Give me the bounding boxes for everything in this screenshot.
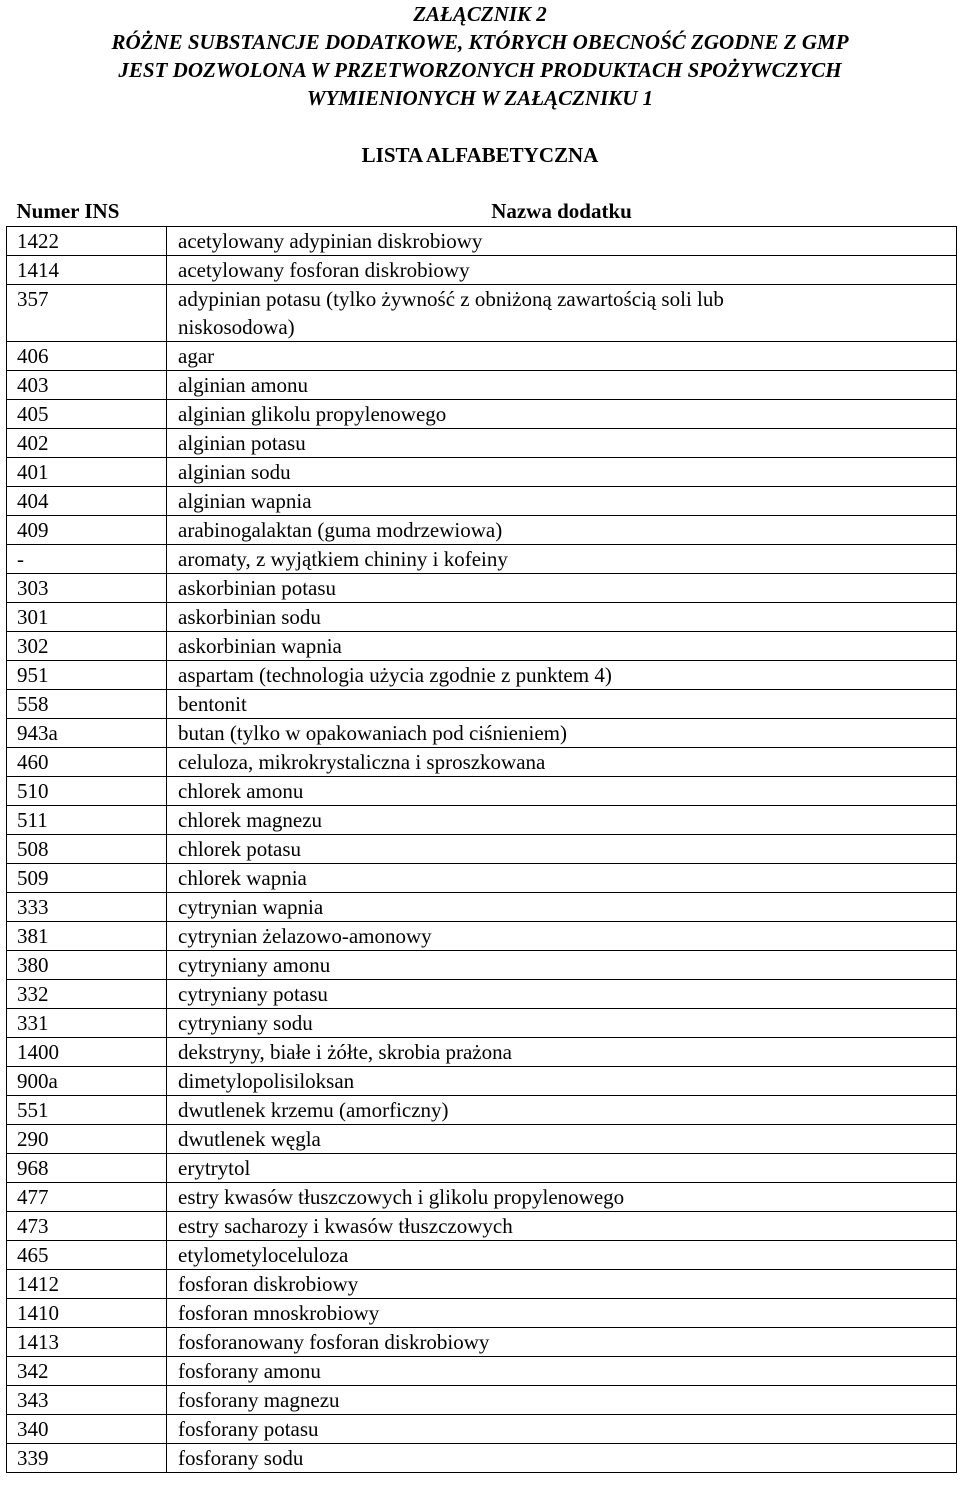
additive-name: butan (tylko w opakowaniach pod ciśnieniem) bbox=[178, 721, 567, 745]
additive-name: alginian wapnia bbox=[178, 489, 312, 513]
additive-name: chlorek wapnia bbox=[178, 866, 307, 890]
ins-number-cell: 900a bbox=[7, 1067, 167, 1096]
additive-name: cytrynian wapnia bbox=[178, 895, 324, 919]
table-row bbox=[7, 227, 957, 256]
table-row bbox=[7, 1328, 957, 1357]
additive-name: alginian glikolu propylenowego bbox=[178, 402, 447, 426]
additive-name-cell bbox=[167, 285, 957, 342]
ins-number-cell: 1422 bbox=[7, 227, 167, 256]
additive-name: cytryniany amonu bbox=[178, 953, 331, 977]
ins-number-cell: 951 bbox=[7, 661, 167, 690]
additive-name-cell bbox=[167, 574, 957, 603]
additive-name-cell bbox=[167, 603, 957, 632]
additive-name: askorbinian sodu bbox=[178, 605, 321, 629]
ins-number-cell: 406 bbox=[7, 342, 167, 371]
table-row bbox=[7, 661, 957, 690]
ins-number-cell: 401 bbox=[7, 458, 167, 487]
table-row bbox=[7, 690, 957, 719]
annex-label: ZAŁĄCZNIK 2 bbox=[413, 2, 547, 26]
additive-name: alginian sodu bbox=[178, 460, 291, 484]
additive-name-cell bbox=[167, 951, 957, 980]
ins-number-cell: 339 bbox=[7, 1444, 167, 1473]
table-row bbox=[7, 1125, 957, 1154]
table-row bbox=[7, 719, 957, 748]
additive-name-cell bbox=[167, 690, 957, 719]
table-row bbox=[7, 574, 957, 603]
table-row bbox=[7, 835, 957, 864]
table-row bbox=[7, 1154, 957, 1183]
additive-name: dwutlenek węgla bbox=[178, 1127, 321, 1151]
table-row bbox=[7, 951, 957, 980]
additive-name-cell bbox=[167, 1386, 957, 1415]
additive-name-cell bbox=[167, 1183, 957, 1212]
additive-name-cell bbox=[167, 1241, 957, 1270]
table-row bbox=[7, 603, 957, 632]
table-row bbox=[7, 1299, 957, 1328]
additive-name-cell bbox=[167, 1328, 957, 1357]
ins-number-cell: 465 bbox=[7, 1241, 167, 1270]
additive-name-cell bbox=[167, 487, 957, 516]
document-header bbox=[0, 0, 960, 112]
column-header-ins: Numer INS bbox=[16, 198, 120, 223]
table-row bbox=[7, 893, 957, 922]
additive-name-cell bbox=[167, 429, 957, 458]
table-row bbox=[7, 1096, 957, 1125]
ins-number-cell: - bbox=[7, 545, 167, 574]
additive-name: celuloza, mikrokrystaliczna i sproszkowana bbox=[178, 750, 546, 774]
additive-name-cell bbox=[167, 1038, 957, 1067]
ins-number-cell: 509 bbox=[7, 864, 167, 893]
ins-number-cell: 405 bbox=[7, 400, 167, 429]
table-row bbox=[7, 1386, 957, 1415]
table-row bbox=[7, 1270, 957, 1299]
additive-name: erytrytol bbox=[178, 1156, 251, 1180]
additive-name: adypinian potasu (tylko żywność z obniżoną zawartością soli lub bbox=[178, 287, 724, 311]
table-row bbox=[7, 777, 957, 806]
table-row bbox=[7, 1183, 957, 1212]
additive-name: alginian amonu bbox=[178, 373, 309, 397]
list-heading: LISTA ALFABETYCZNA bbox=[361, 143, 599, 167]
additive-name-cell bbox=[167, 719, 957, 748]
additive-name: bentonit bbox=[178, 692, 247, 716]
additive-name: dwutlenek krzemu (amorficzny) bbox=[178, 1098, 449, 1122]
table-row bbox=[7, 864, 957, 893]
table-row bbox=[7, 1357, 957, 1386]
additive-name: acetylowany fosforan diskrobiowy bbox=[178, 258, 470, 282]
ins-number-cell: 404 bbox=[7, 487, 167, 516]
additive-name: agar bbox=[178, 344, 215, 368]
additive-name-cell bbox=[167, 835, 957, 864]
table-row bbox=[7, 1009, 957, 1038]
table-row bbox=[7, 516, 957, 545]
additive-name-cell bbox=[167, 1444, 957, 1473]
table-header-row bbox=[7, 196, 957, 227]
table-row bbox=[7, 1415, 957, 1444]
table-row bbox=[7, 371, 957, 400]
ins-number-cell: 331 bbox=[7, 1009, 167, 1038]
ins-number-cell: 558 bbox=[7, 690, 167, 719]
ins-number-cell: 302 bbox=[7, 632, 167, 661]
table-row bbox=[7, 748, 957, 777]
ins-number-cell: 402 bbox=[7, 429, 167, 458]
additive-name: chlorek amonu bbox=[178, 779, 304, 803]
additive-name: dekstryny, białe i żółte, skrobia prażona bbox=[178, 1040, 512, 1064]
table-row bbox=[7, 806, 957, 835]
additive-name-cell bbox=[167, 893, 957, 922]
additive-name: fosforany sodu bbox=[178, 1446, 304, 1470]
ins-number-cell: 1413 bbox=[7, 1328, 167, 1357]
additive-name: aspartam (technologia użycia zgodnie z punktem 4) bbox=[178, 663, 612, 687]
table-row bbox=[7, 285, 957, 342]
additive-name: askorbinian potasu bbox=[178, 576, 337, 600]
additive-name: fosforany potasu bbox=[178, 1417, 319, 1441]
additive-name-cell bbox=[167, 371, 957, 400]
additive-name: etylometyloceluloza bbox=[178, 1243, 349, 1267]
ins-number-cell: 477 bbox=[7, 1183, 167, 1212]
additives-table bbox=[6, 196, 957, 1473]
ins-number-cell: 473 bbox=[7, 1212, 167, 1241]
additive-name-cell bbox=[167, 922, 957, 951]
ins-number-cell: 333 bbox=[7, 893, 167, 922]
ins-number-cell: 551 bbox=[7, 1096, 167, 1125]
additive-name-cell bbox=[167, 1270, 957, 1299]
additive-name: estry sacharozy i kwasów tłuszczowych bbox=[178, 1214, 513, 1238]
additive-name: aromaty, z wyjątkiem chininy i kofeiny bbox=[178, 547, 508, 571]
additive-name-cell bbox=[167, 777, 957, 806]
ins-number-cell: 968 bbox=[7, 1154, 167, 1183]
ins-number-cell: 1400 bbox=[7, 1038, 167, 1067]
document-title-line-2: JEST DOZWOLONA W PRZETWORZONYCH PRODUKTACH SPOŻYWCZYCH bbox=[118, 58, 842, 82]
ins-number-cell: 943a bbox=[7, 719, 167, 748]
additive-name-cell bbox=[167, 516, 957, 545]
table-row bbox=[7, 256, 957, 285]
additive-name-cell bbox=[167, 1357, 957, 1386]
additive-name-cell bbox=[167, 1212, 957, 1241]
additive-name: acetylowany adypinian diskrobiowy bbox=[178, 229, 483, 253]
ins-number-cell: 510 bbox=[7, 777, 167, 806]
additive-name-cell bbox=[167, 1125, 957, 1154]
additive-name-continuation: niskosodowa) bbox=[178, 315, 295, 339]
additive-name: cytryniany sodu bbox=[178, 1011, 313, 1035]
additive-name-cell bbox=[167, 1009, 957, 1038]
ins-number-cell: 511 bbox=[7, 806, 167, 835]
additive-name-cell bbox=[167, 661, 957, 690]
table-body bbox=[7, 227, 957, 1473]
document-title-line-1: RÓŻNE SUBSTANCJE DODATKOWE, KTÓRYCH OBECNOŚĆ ZGODNE Z GMP bbox=[111, 30, 849, 54]
table-row bbox=[7, 429, 957, 458]
ins-number-cell: 1412 bbox=[7, 1270, 167, 1299]
table-row bbox=[7, 632, 957, 661]
additive-name-cell bbox=[167, 980, 957, 1009]
table-row bbox=[7, 458, 957, 487]
ins-number-cell: 460 bbox=[7, 748, 167, 777]
ins-number-cell: 1414 bbox=[7, 256, 167, 285]
additive-name-cell bbox=[167, 545, 957, 574]
column-header-name: Nazwa dodatku bbox=[491, 198, 632, 223]
ins-number-cell: 508 bbox=[7, 835, 167, 864]
additive-name-cell bbox=[167, 227, 957, 256]
additive-name: alginian potasu bbox=[178, 431, 306, 455]
additive-name: fosforan diskrobiowy bbox=[178, 1272, 359, 1296]
table-row bbox=[7, 400, 957, 429]
table-row bbox=[7, 1067, 957, 1096]
table-row bbox=[7, 980, 957, 1009]
additive-name-cell bbox=[167, 1415, 957, 1444]
additive-name-cell bbox=[167, 1299, 957, 1328]
additive-name: fosforany amonu bbox=[178, 1359, 321, 1383]
additive-name-cell bbox=[167, 342, 957, 371]
ins-number-cell: 332 bbox=[7, 980, 167, 1009]
ins-number-cell: 290 bbox=[7, 1125, 167, 1154]
additive-name-cell bbox=[167, 256, 957, 285]
additive-name-cell bbox=[167, 806, 957, 835]
ins-number-cell: 357 bbox=[7, 285, 167, 342]
additive-name: chlorek potasu bbox=[178, 837, 302, 861]
additive-name-cell bbox=[167, 632, 957, 661]
additive-name: cytryniany potasu bbox=[178, 982, 328, 1006]
ins-number-cell: 342 bbox=[7, 1357, 167, 1386]
additive-name-cell bbox=[167, 458, 957, 487]
additive-name: arabinogalaktan (guma modrzewiowa) bbox=[178, 518, 503, 542]
additive-name: fosforany magnezu bbox=[178, 1388, 340, 1412]
table-row bbox=[7, 487, 957, 516]
ins-number-cell: 343 bbox=[7, 1386, 167, 1415]
additive-name-cell bbox=[167, 1096, 957, 1125]
ins-number-cell: 1410 bbox=[7, 1299, 167, 1328]
ins-number-cell: 380 bbox=[7, 951, 167, 980]
ins-number-cell: 403 bbox=[7, 371, 167, 400]
additive-name-cell bbox=[167, 400, 957, 429]
additive-name-cell bbox=[167, 1067, 957, 1096]
additive-name: fosforan mnoskrobiowy bbox=[178, 1301, 380, 1325]
additive-name-cell bbox=[167, 864, 957, 893]
additive-name: estry kwasów tłuszczowych i glikolu propylenowego bbox=[178, 1185, 625, 1209]
additive-name: askorbinian wapnia bbox=[178, 634, 342, 658]
document-title-line-3: WYMIENIONYCH W ZAŁĄCZNIKU 1 bbox=[306, 86, 654, 110]
table-row bbox=[7, 1241, 957, 1270]
table-row bbox=[7, 545, 957, 574]
table-row bbox=[7, 922, 957, 951]
table-row bbox=[7, 1038, 957, 1067]
table-row bbox=[7, 1444, 957, 1473]
additive-name: dimetylopolisiloksan bbox=[178, 1069, 355, 1093]
additive-name: chlorek magnezu bbox=[178, 808, 323, 832]
ins-number-cell: 303 bbox=[7, 574, 167, 603]
ins-number-cell: 301 bbox=[7, 603, 167, 632]
additive-name: fosforanowany fosforan diskrobiowy bbox=[178, 1330, 490, 1354]
ins-number-cell: 409 bbox=[7, 516, 167, 545]
table-row bbox=[7, 342, 957, 371]
ins-number-cell: 340 bbox=[7, 1415, 167, 1444]
ins-number-cell: 381 bbox=[7, 922, 167, 951]
table-row bbox=[7, 1212, 957, 1241]
additive-name-cell bbox=[167, 1154, 957, 1183]
additive-name-cell bbox=[167, 748, 957, 777]
additive-name: cytrynian żelazowo-amonowy bbox=[178, 924, 432, 948]
